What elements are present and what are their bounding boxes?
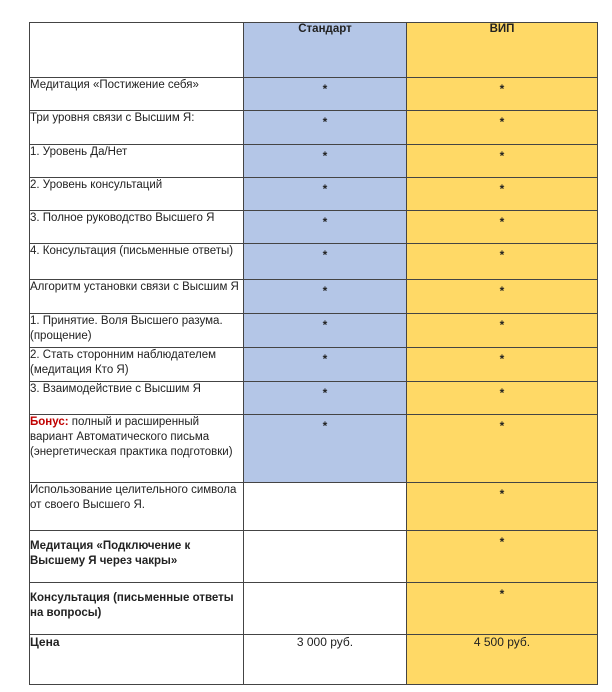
vip-mark: * [499,215,505,229]
vip-cell [407,382,598,415]
table-row-bonus [30,415,598,483]
vip-cell [407,145,598,178]
row-label: 1. Уровень Да/Нет [30,145,244,178]
vip-cell [407,483,598,531]
standard-cell [244,382,407,415]
vip-mark: * [499,149,505,163]
table-row [30,583,598,635]
standard-cell [244,531,407,583]
vip-cell [407,531,598,583]
standard-mark: * [322,149,328,163]
standard-cell [244,145,407,178]
row-label: Консультация (письменные ответы на вопросы) [30,583,244,635]
bonus-prefix: Бонус: [30,416,69,428]
vip-cell [407,583,598,635]
vip-mark: * [499,284,505,298]
price-standard: 3 000 руб. [244,635,407,685]
price-row [30,635,598,685]
table-row [30,211,598,244]
vip-mark: * [499,115,505,129]
table-row [30,78,598,111]
vip-cell [407,244,598,280]
vip-cell [407,178,598,211]
standard-mark: * [322,386,328,400]
table-row [30,382,598,415]
vip-mark: * [499,318,505,332]
row-label: 2. Уровень консультаций [30,178,244,211]
standard-mark: * [322,284,328,298]
standard-cell [244,78,407,111]
row-label: 3. Взаимодействие с Высшим Я [30,382,244,415]
table-row [30,483,598,531]
standard-mark: * [322,215,328,229]
row-label: Три уровня связи с Высшим Я: [30,111,244,145]
vip-cell [407,348,598,382]
standard-cell [244,348,407,382]
standard-cell [244,178,407,211]
row-label: 4. Консультация (письменные ответы) [30,244,244,280]
vip-mark: * [499,535,505,549]
vip-mark: * [499,386,505,400]
row-label: Медитация «Постижение себя» [30,78,244,111]
row-label: Медитация «Подключение к Высшему Я через чакры» [30,531,244,583]
vip-mark: * [499,82,505,96]
table-row [30,111,598,145]
header-standard: Стандарт [244,23,407,78]
price-label: Цена [30,635,244,685]
table-row [30,314,598,348]
vip-cell [407,280,598,314]
vip-mark: * [499,248,505,262]
comparison-table [29,22,598,685]
standard-cell [244,314,407,348]
row-label: 1. Принятие. Воля Высшего разума. (прощение) [30,314,244,348]
header-row [30,23,598,78]
row-label: 3. Полное руководство Высшего Я [30,211,244,244]
vip-cell [407,78,598,111]
vip-mark: * [499,487,505,501]
header-feature-cell [30,23,244,78]
table-row [30,280,598,314]
table-row [30,244,598,280]
standard-mark: * [322,248,328,262]
table-row [30,348,598,382]
table-row [30,178,598,211]
header-vip: ВИП [407,23,598,78]
standard-cell [244,211,407,244]
standard-cell [244,111,407,145]
standard-mark: * [322,82,328,96]
standard-cell [244,583,407,635]
vip-cell [407,111,598,145]
standard-mark: * [322,182,328,196]
vip-cell [407,211,598,244]
standard-mark: * [322,352,328,366]
standard-cell [244,483,407,531]
row-label: Использование целительного символа от своего Высшего Я. [30,483,244,531]
standard-mark: * [322,115,328,129]
table-row [30,145,598,178]
standard-cell [244,244,407,280]
row-label: Алгоритм установки связи с Высшим Я [30,280,244,314]
vip-mark: * [499,352,505,366]
vip-cell [407,415,598,483]
price-vip: 4 500 руб. [407,635,598,685]
table-row [30,531,598,583]
vip-cell [407,314,598,348]
standard-cell [244,415,407,483]
vip-mark: * [499,587,505,601]
row-label: 2. Стать сторонним наблюдателем (медитация Кто Я) [30,348,244,382]
vip-mark: * [499,419,505,433]
standard-cell [244,280,407,314]
vip-mark: * [499,182,505,196]
standard-mark: * [322,318,328,332]
standard-mark: * [322,419,328,433]
row-label [30,415,244,483]
bonus-label: полный и расширенный вариант Автоматического письма (энергетическая практика подготовки) [30,416,233,458]
